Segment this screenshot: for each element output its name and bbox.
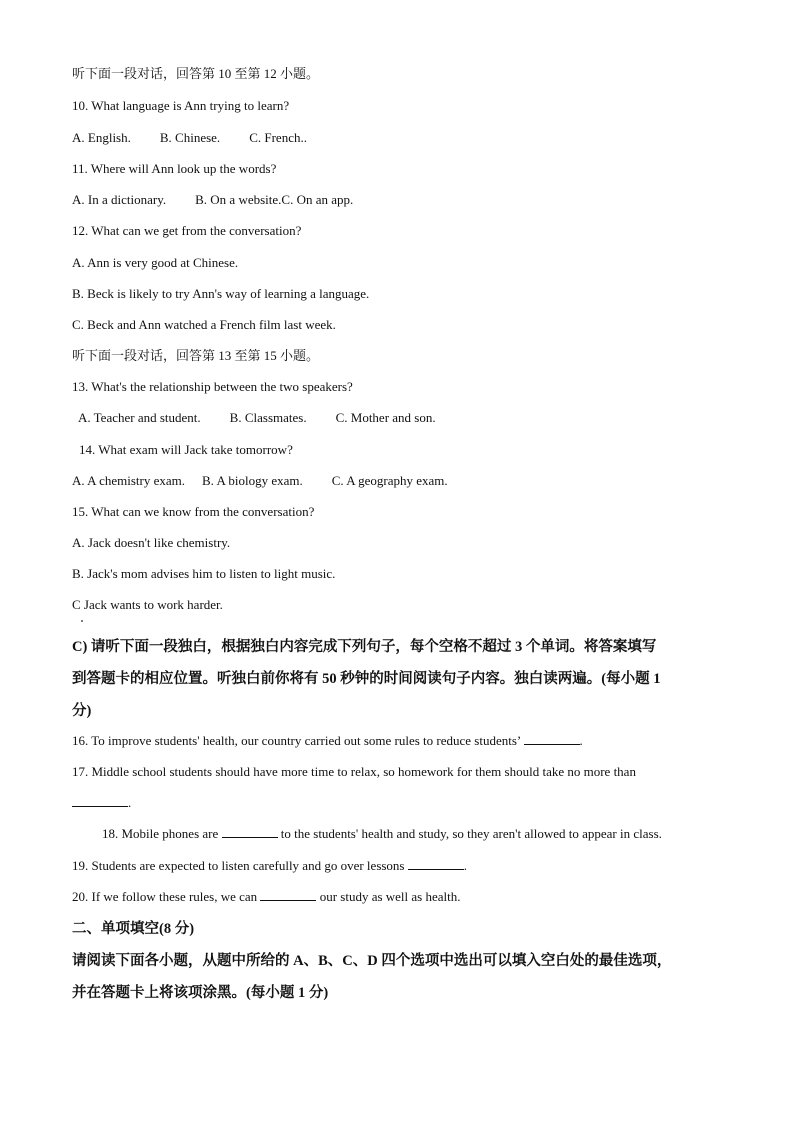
part-2-instruction-line-2: 并在答题卡上将该项涂黑。(每小题 1 分) <box>72 985 329 1001</box>
question-12-option-a: A. Ann is very good at Chinese. <box>72 255 239 270</box>
option-a: A. English. <box>72 130 131 145</box>
option-b: B. Classmates. <box>229 410 307 425</box>
section-c-instruction-line-2: 到答题卡的相应位置。听独白前你将有 50 秒钟的时间阅读句子内容。独白读两遍。(每小题 1 <box>72 671 661 687</box>
option-c: C. French.. <box>249 130 307 145</box>
question-12-option-b: B. Beck is likely to try Ann's way of learning a language. <box>72 286 370 301</box>
section-c-instruction-line-3: 分) <box>72 703 92 719</box>
question-11-options <box>72 192 353 208</box>
question-14-stem: 14. What exam will Jack take tomorrow? <box>79 442 293 457</box>
answer-blank-20 <box>260 889 316 901</box>
question-10-stem: 10. What language is Ann trying to learn? <box>72 98 290 113</box>
question-10-options <box>72 130 307 146</box>
answer-blank-18 <box>222 826 278 838</box>
option-b-c: B. On a website.C. On an app. <box>195 192 354 207</box>
dialogue-intro-10-12: 听下面一段对话，回答第 10 至第 12 小题。 <box>72 66 320 81</box>
question-20: 20. If we follow these rules, we can our study as well as health. <box>72 889 461 904</box>
question-11-stem: 11. Where will Ann look up the words? <box>72 161 277 176</box>
question-14-options <box>72 473 448 489</box>
answer-blank-19 <box>408 858 464 870</box>
question-15-option-a: A. Jack doesn't like chemistry. <box>72 535 231 550</box>
question-13-options <box>78 410 436 426</box>
question-15-option-b: B. Jack's mom advises him to listen to light music. <box>72 566 336 581</box>
question-12-option-c: C. Beck and Ann watched a French film last week. <box>72 317 336 332</box>
option-c: C. A geography exam. <box>331 473 448 488</box>
option-a: A. In a dictionary. <box>72 192 167 207</box>
question-19: 19. Students are expected to listen carefully and go over lessons . <box>72 858 467 873</box>
option-c: C. Mother and son. <box>335 410 436 425</box>
question-15-option-c: C Jack wants to work harder. <box>72 597 223 612</box>
option-b: B. Chinese. <box>159 130 221 145</box>
question-18: 18. Mobile phones are to the students' health and study, so they aren't allowed to appear in class. <box>102 826 662 841</box>
answer-blank-17 <box>72 795 128 807</box>
answer-blank-16 <box>524 733 580 745</box>
part-2-heading: 二、单项填空(8 分) <box>72 921 195 937</box>
question-16: 16. To improve students' health, our country carried out some rules to reduce students’ . <box>72 733 583 748</box>
dialogue-intro-13-15: 听下面一段对话，回答第 13 至第 15 小题。 <box>72 348 320 363</box>
question-17-continued: . <box>72 795 131 811</box>
option-b: B. A biology exam. <box>202 473 303 488</box>
stray-dot <box>81 620 83 622</box>
question-17: 17. Middle school students should have more time to relax, so homework for them should take no more than <box>72 764 636 779</box>
question-12-stem: 12. What can we get from the conversation? <box>72 223 302 238</box>
question-13-stem: 13. What's the relationship between the two speakers? <box>72 379 353 394</box>
option-a: A. A chemistry exam. <box>72 473 186 488</box>
option-a: A. Teacher and student. <box>78 410 201 425</box>
section-c-instruction-line-1: C) 请听下面一段独白，根据独白内容完成下列句子，每个空格不超过 3 个单词。将答案填写 <box>72 639 657 655</box>
question-15-stem: 15. What can we know from the conversation? <box>72 504 315 519</box>
part-2-instruction-line-1: 请阅读下面各小题，从题中所给的 A、B、C、D 四个选项中选出可以填入空白处的最佳选项， <box>72 953 672 969</box>
